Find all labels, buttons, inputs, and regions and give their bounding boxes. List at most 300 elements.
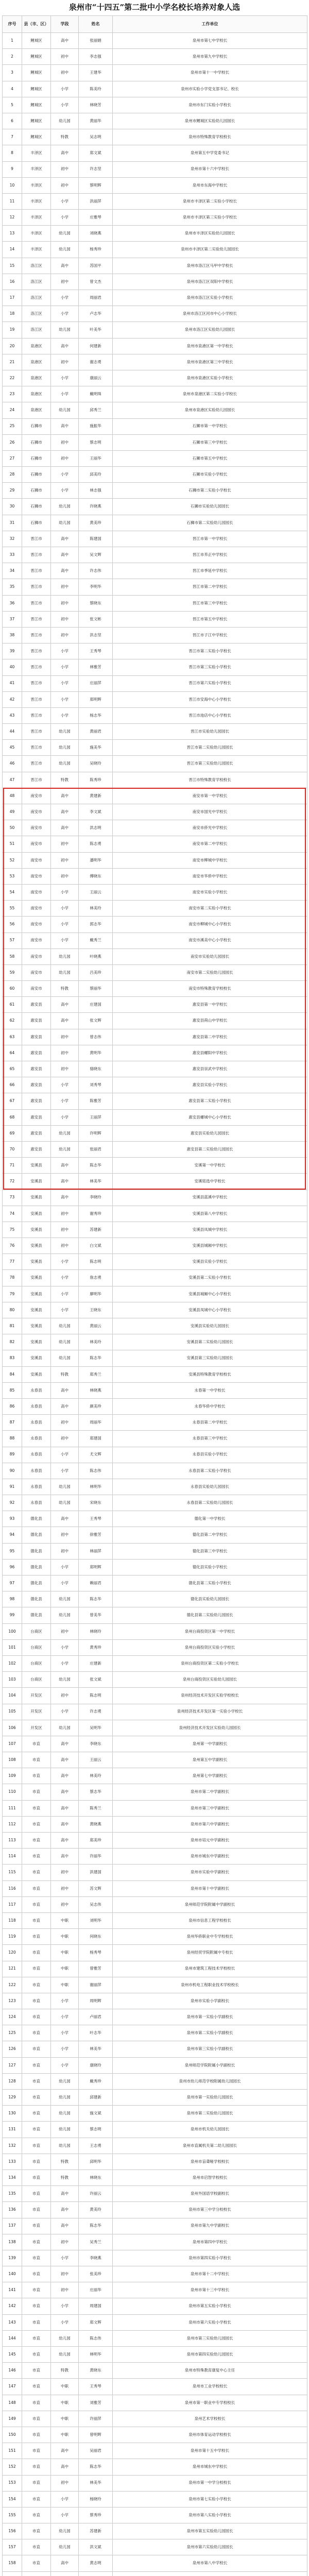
cell-name: 蔡丽华 [79, 981, 113, 997]
table-row [3, 933, 307, 948]
cell-name: 王丽云 [79, 1752, 113, 1768]
cell-name: 许丽华 [79, 1849, 113, 1865]
cell-stage: 特教 [51, 772, 79, 788]
table-row [3, 611, 307, 627]
cell-name: 林美华 [79, 1174, 113, 1190]
cell-name: 洪文斌 [79, 2539, 113, 2555]
cell-unit: 泉州市培元中学副校长 [113, 1833, 307, 1849]
cell-name: 王丽华 [79, 450, 113, 466]
cell-stage: 小学 [51, 2491, 79, 2507]
cell-name: 黄美珍 [79, 515, 113, 531]
table-row [3, 756, 307, 772]
cell-name: 施文斌 [79, 2106, 113, 2122]
cell-unit: 泉州经济技术开发区实验学校校长 [113, 1688, 307, 1704]
cell-unit: 德化县第三中学校长 [113, 1543, 307, 1559]
cell-unit: 泉州市信息工程学校校长 [113, 1912, 307, 1928]
cell-name: 林美玲 [79, 1334, 113, 1350]
cell-area: 石狮市 [22, 450, 51, 466]
cell-stage: 高中 [51, 1784, 79, 1800]
cell-area: 洛江区 [22, 258, 51, 274]
cell-stage: 高中 [51, 145, 79, 161]
cell-no: 64 [3, 1045, 22, 1061]
cell-no: 54 [3, 884, 22, 900]
cell-stage: 特教 [51, 129, 79, 145]
cell-stage: 幼儿园 [51, 2073, 79, 2089]
cell-no: 59 [3, 964, 22, 980]
cell-name: 蔡志华 [79, 1784, 113, 1800]
cell-unit: 惠安县实验幼儿园园长 [113, 1125, 307, 1141]
table-row [3, 226, 307, 242]
cell-stage: 小学 [51, 483, 79, 499]
cell-area: 永春县 [22, 1398, 51, 1414]
cell-no: 72 [3, 1174, 22, 1190]
cell-area: 市直 [22, 2395, 51, 2411]
cell-name: 陈志伟 [79, 1463, 113, 1479]
table-row [3, 1961, 307, 1977]
cell-area: 惠安县 [22, 1093, 51, 1109]
cell-area: 安溪县 [22, 1254, 51, 1270]
cell-area: 安溪县 [22, 1206, 51, 1222]
table-row [3, 210, 307, 226]
table-row [3, 129, 307, 145]
table-row [3, 49, 307, 65]
table-row [3, 917, 307, 933]
cell-unit: 泉州艺术学校校长 [113, 2411, 307, 2427]
cell-no: 135 [3, 2186, 22, 2202]
header-area: 县（市、区） [22, 16, 51, 33]
cell-area: 市直 [22, 1880, 51, 1896]
cell-no: 27 [3, 450, 22, 466]
cell-unit: 南安市第二中学校长 [113, 836, 307, 852]
cell-unit: 泉州市第十五中学校长 [113, 2443, 307, 2459]
cell-stage: 初中 [51, 161, 79, 177]
cell-name: 陈秀珍 [79, 772, 113, 788]
cell-no: 144 [3, 2330, 22, 2346]
cell-stage: 小学 [51, 2250, 79, 2266]
cell-name: 庄雅琴 [79, 210, 113, 226]
cell-name: 李明华 [79, 579, 113, 595]
table-row [3, 852, 307, 868]
cell-area: 晋江市 [22, 579, 51, 595]
cell-name: 张文辉 [79, 1013, 113, 1029]
table-row [3, 1639, 307, 1655]
cell-no: 152 [3, 2459, 22, 2475]
table-row [3, 1849, 307, 1865]
cell-unit: 泉州市第三中学分校校长 [113, 2202, 307, 2218]
cell-no: 145 [3, 2347, 22, 2363]
cell-unit: 永春县实验小学校长 [113, 1447, 307, 1463]
cell-unit: 泉州经济技术开发区实验幼儿园园长 [113, 1720, 307, 1736]
table-row [3, 2138, 307, 2154]
table-row [3, 1768, 307, 1784]
cell-area: 惠安县 [22, 1109, 51, 1125]
cell-unit: 惠安县实验小学校长 [113, 1077, 307, 1093]
cell-stage: 幼儿园 [51, 242, 79, 258]
cell-no: 143 [3, 2314, 22, 2330]
cell-unit: 永春第一中学校长 [113, 1382, 307, 1398]
cell-stage: 小学 [51, 884, 79, 900]
cell-no: 124 [3, 2009, 22, 2025]
cell-unit: 晋江市第二实验幼儿园园长 [113, 740, 307, 756]
cell-stage: 高中 [51, 1736, 79, 1752]
cell-no: 32 [3, 531, 22, 547]
cell-area: 市直 [22, 1800, 51, 1816]
cell-area: 晋江市 [22, 756, 51, 772]
cell-area: 安溪县 [22, 1238, 51, 1254]
cell-no: 36 [3, 595, 22, 611]
cell-stage: 幼儿园 [51, 1720, 79, 1736]
cell-name: 尤文辉 [79, 1447, 113, 1463]
cell-no: 104 [3, 1688, 22, 1704]
cell-name: 王丽萍 [79, 1109, 113, 1125]
table-header-row [3, 16, 307, 33]
page-title: 泉州市“十四五”第二批中小学名校长培养对象人选 [68, 3, 241, 12]
cell-stage: 特教 [51, 2170, 79, 2185]
table-row [3, 258, 307, 274]
table-row [3, 145, 307, 161]
cell-no: 125 [3, 2025, 22, 2041]
cell-unit: 晋江市安海中心小学校长 [113, 691, 307, 707]
cell-stage: 中职 [51, 1929, 79, 1945]
cell-area: 市直 [22, 1768, 51, 1784]
cell-name: 刘雅芳 [79, 2395, 113, 2411]
cell-name: 颜美珍 [79, 1398, 113, 1414]
cell-area: 德化县 [22, 1607, 51, 1623]
cell-area: 市直 [22, 2057, 51, 2073]
cell-unit: 南安市实验小学校长 [113, 884, 307, 900]
cell-stage: 幼儿园 [51, 1591, 79, 1607]
cell-name: 吴文辉 [79, 547, 113, 563]
cell-area: 晋江市 [22, 531, 51, 547]
table-row [3, 2202, 307, 2218]
cell-stage: 高中 [51, 2443, 79, 2459]
cell-area: 惠安县 [22, 1077, 51, 1093]
cell-area: 南安市 [22, 788, 51, 804]
cell-unit: 泉州市丰泽区第三实验小学校长 [113, 210, 307, 226]
cell-unit: 泉州市第四中学校长 [113, 2234, 307, 2250]
cell-area: 市直 [22, 2298, 51, 2314]
cell-name: 李晓燕 [79, 2250, 113, 2266]
cell-name: 陈建国 [79, 531, 113, 547]
cell-unit: 泉州市第九中学校长 [113, 49, 307, 65]
cell-stage: 幼儿园 [51, 2090, 79, 2106]
table-row [3, 2459, 307, 2475]
table-row [3, 1511, 307, 1527]
cell-name: 林丽萍 [79, 1543, 113, 1559]
cell-area: 鲤城区 [22, 65, 51, 81]
cell-area: 安溪县 [22, 1350, 51, 1366]
cell-stage: 高中 [51, 563, 79, 579]
cell-name: 郑美珍 [79, 1833, 113, 1849]
cell-stage: 初中 [51, 1061, 79, 1077]
cell-name: 林雅芳 [79, 659, 113, 675]
cell-area: 市直 [22, 2491, 51, 2507]
cell-area: 晋江市 [22, 627, 51, 643]
cell-name: 林明华 [79, 1479, 113, 1495]
cell-stage: 高中 [51, 338, 79, 354]
cell-name: 谢秀珍 [79, 1206, 113, 1222]
cell-name: 邱秀兰 [79, 402, 113, 418]
cell-area: 开发区 [22, 1688, 51, 1704]
cell-area: 德化县 [22, 1575, 51, 1591]
table-row [3, 1174, 307, 1190]
cell-area: 市直 [22, 2122, 51, 2138]
cell-stage: 小学 [51, 659, 79, 675]
cell-stage: 中职 [51, 2411, 79, 2427]
cell-stage: 中职 [51, 2379, 79, 2395]
cell-no: 19 [3, 322, 22, 338]
table-row [3, 1912, 307, 1928]
table-row [3, 1688, 307, 1704]
cell-area: 市直 [22, 1945, 51, 1961]
table-row [3, 2009, 307, 2025]
cell-name: 庄建国 [79, 997, 113, 1013]
cell-area: 市直 [22, 2363, 51, 2379]
cell-stage: 小学 [51, 1463, 79, 1479]
cell-area: 洛江区 [22, 274, 51, 290]
table-row [3, 1077, 307, 1093]
table-row [3, 2555, 307, 2571]
cell-area: 市直 [22, 1784, 51, 1800]
table-row [3, 643, 307, 659]
cell-area: 安溪县 [22, 1174, 51, 1190]
cell-unit: 泉州外国语学校副校长 [113, 2186, 307, 2202]
table-row [3, 2507, 307, 2523]
cell-area: 安溪县 [22, 1222, 51, 1238]
cell-area: 洛江区 [22, 322, 51, 338]
table-row [3, 1479, 307, 1495]
cell-name: 周建国 [79, 2298, 113, 2314]
cell-name: 卢丽君 [79, 2009, 113, 2025]
cell-unit: 南安市国光中学校长 [113, 804, 307, 820]
cell-unit: 泉州市丰泽区第二实验小学校长 [113, 193, 307, 209]
table-row [3, 1447, 307, 1463]
cell-no: 87 [3, 1415, 22, 1431]
cell-no: 116 [3, 1880, 22, 1896]
table-row [3, 65, 307, 81]
cell-no: 112 [3, 1816, 22, 1832]
cell-stage: 初中 [51, 450, 79, 466]
cell-unit: 安溪县实验小学校长 [113, 1254, 307, 1270]
table-row [3, 2057, 307, 2073]
cell-stage: 幼儿园 [51, 2347, 79, 2363]
cell-no: 132 [3, 2138, 22, 2154]
cell-unit: 石狮市实验幼儿园园长 [113, 499, 307, 515]
table-row [3, 1061, 307, 1077]
cell-no: 139 [3, 2250, 22, 2266]
cell-stage: 初中 [51, 1527, 79, 1543]
cell-unit: 安溪县第二实验幼儿园园长 [113, 1334, 307, 1350]
cell-no: 110 [3, 1784, 22, 1800]
cell-unit: 德化县第二实验幼儿园园长 [113, 1607, 307, 1623]
cell-no: 123 [3, 1993, 22, 2009]
cell-no: 68 [3, 1109, 22, 1125]
cell-name: 傅晓东 [79, 868, 113, 884]
cell-stage: 小学 [51, 306, 79, 322]
cell-stage: 高中 [51, 2202, 79, 2218]
cell-area: 石狮市 [22, 515, 51, 531]
table-row [3, 1655, 307, 1671]
header-name: 姓名 [79, 16, 113, 33]
table-row [3, 97, 307, 113]
cell-no: 94 [3, 1527, 22, 1543]
table-row [3, 1125, 307, 1141]
cell-name: 郑秀兰 [79, 1366, 113, 1382]
cell-stage: 小学 [51, 1655, 79, 1671]
cell-no: 60 [3, 981, 22, 997]
cell-name: 刘秀琴 [79, 1077, 113, 1093]
table-row [3, 1945, 307, 1961]
cell-area: 石狮市 [22, 434, 51, 450]
cell-area: 市直 [22, 2507, 51, 2523]
cell-area: 泉港区 [22, 338, 51, 354]
cell-name: 曾文杰 [79, 274, 113, 290]
table-row [3, 1495, 307, 1511]
cell-name: 王秀琴 [79, 2379, 113, 2395]
table-row [3, 2122, 307, 2138]
cell-area: 惠安县 [22, 1029, 51, 1045]
table-row [3, 707, 307, 723]
cell-area: 南安市 [22, 852, 51, 868]
table-row [3, 499, 307, 515]
table-row [3, 1736, 307, 1752]
cell-unit: 石狮市第三中学校长 [113, 434, 307, 450]
cell-stage: 高中 [51, 1398, 79, 1414]
cell-area: 市直 [22, 1993, 51, 2009]
cell-area: 台商区 [22, 1639, 51, 1655]
cell-unit: 德化县实验幼儿园园长 [113, 1591, 307, 1607]
cell-name: 苏建新 [79, 2523, 113, 2539]
cell-name: 许丽萍 [79, 2411, 113, 2427]
cell-no: 77 [3, 1254, 22, 1270]
cell-unit: 南安市华侨中学校长 [113, 868, 307, 884]
cell-name: 曾雅芳 [79, 1961, 113, 1977]
cell-stage: 高中 [51, 1511, 79, 1527]
table-row [3, 33, 307, 49]
header-unit: 工作单位 [113, 16, 307, 33]
cell-stage: 小学 [51, 193, 79, 209]
cell-no: 71 [3, 1158, 22, 1174]
cell-name: 黄秀珍 [79, 1639, 113, 1655]
cell-name: 邱美玲 [79, 467, 113, 483]
cell-unit: 安溪县蓝溪中学校长 [113, 1190, 307, 1206]
cell-name: 陈志明 [79, 1254, 113, 1270]
table-row [3, 1463, 307, 1479]
cell-name: 康丽云 [79, 370, 113, 386]
cell-unit: 泉州第七中学副校长 [113, 1768, 307, 1784]
table-row [3, 1093, 307, 1109]
cell-no: 35 [3, 579, 22, 595]
cell-area: 市直 [22, 2266, 51, 2282]
cell-unit: 南安市实验幼儿园园长 [113, 948, 307, 964]
cell-no: 122 [3, 1977, 22, 1993]
table-row [3, 948, 307, 964]
table-row [3, 306, 307, 322]
cell-unit: 泉州市建筑工程技术学校校长 [113, 1961, 307, 1977]
table-row [3, 2073, 307, 2089]
cell-stage: 中职 [51, 1977, 79, 1993]
table-row [3, 1222, 307, 1238]
cell-area: 市直 [22, 2523, 51, 2539]
cell-unit: 泉州市洛江区双阳中学校长 [113, 274, 307, 290]
cell-area: 石狮市 [22, 483, 51, 499]
cell-no: 18 [3, 306, 22, 322]
cell-area: 惠安县 [22, 997, 51, 1013]
cell-name: 杨志华 [79, 707, 113, 723]
cell-name: 戴秀珍 [79, 2073, 113, 2089]
cell-no: 50 [3, 820, 22, 836]
cell-no: 73 [3, 1190, 22, 1206]
cell-name: 王志勇 [79, 2138, 113, 2154]
cell-name: 张文斌 [79, 1672, 113, 1688]
cell-name: 郑明辉 [79, 1559, 113, 1575]
cell-stage: 初中 [51, 2234, 79, 2250]
cell-area: 市直 [22, 1816, 51, 1832]
cell-no: 103 [3, 1672, 22, 1688]
cell-no: 63 [3, 1029, 22, 1045]
cell-stage: 小学 [51, 1270, 79, 1286]
cell-stage: 高中 [51, 547, 79, 563]
table-row [3, 2427, 307, 2443]
table-row [3, 2347, 307, 2363]
cell-stage: 幼儿园 [51, 515, 79, 531]
cell-unit: 泉州台商投资区第二实验小学校长 [113, 1655, 307, 1671]
cell-area: 晋江市 [22, 724, 51, 740]
cell-no: 78 [3, 1270, 22, 1286]
cell-unit: 泉州市实验中学副校长 [113, 1865, 307, 1880]
table-row [3, 691, 307, 707]
cell-no: 86 [3, 1398, 22, 1414]
cell-stage: 高中 [51, 2186, 79, 2202]
table-row [3, 1286, 307, 1302]
cell-unit: 泉州市第十一中学校长 [113, 65, 307, 81]
cell-no: 138 [3, 2234, 22, 2250]
cell-area: 泉港区 [22, 402, 51, 418]
table-row [3, 1158, 307, 1174]
table-row [3, 2282, 307, 2298]
cell-unit: 晋江市实验幼儿园园长 [113, 724, 307, 740]
table-row [3, 675, 307, 691]
cell-name: 庄建新 [79, 1655, 113, 1671]
cell-no: 96 [3, 1559, 22, 1575]
cell-stage: 高中 [51, 820, 79, 836]
table-row [3, 804, 307, 820]
table-row [3, 901, 307, 917]
cell-no: 89 [3, 1447, 22, 1463]
table-row [3, 1254, 307, 1270]
table-row [3, 1591, 307, 1607]
cell-no: 56 [3, 917, 22, 933]
cell-name: 蔡志明 [79, 434, 113, 450]
cell-area: 晋江市 [22, 611, 51, 627]
table-row [3, 2395, 307, 2411]
cell-stage: 幼儿园 [51, 1125, 79, 1141]
cell-no: 105 [3, 1704, 22, 1720]
cell-no: 82 [3, 1334, 22, 1350]
cell-unit: 泉州市第八中学校长 [113, 2555, 307, 2571]
cell-unit: 泉州市丰泽区实验幼儿园园长 [113, 226, 307, 242]
table-row [3, 1543, 307, 1559]
table-row [3, 2170, 307, 2185]
cell-area: 台商区 [22, 1623, 51, 1639]
cell-no: 81 [3, 1318, 22, 1334]
cell-unit: 安溪县城厢中心小学校长 [113, 1286, 307, 1302]
cell-no: 7 [3, 129, 22, 145]
cell-no: 53 [3, 868, 22, 884]
cell-name: 陈志华 [79, 1158, 113, 1174]
cell-area: 丰泽区 [22, 193, 51, 209]
cell-unit: 泉州市工业学校校长 [113, 2379, 307, 2395]
